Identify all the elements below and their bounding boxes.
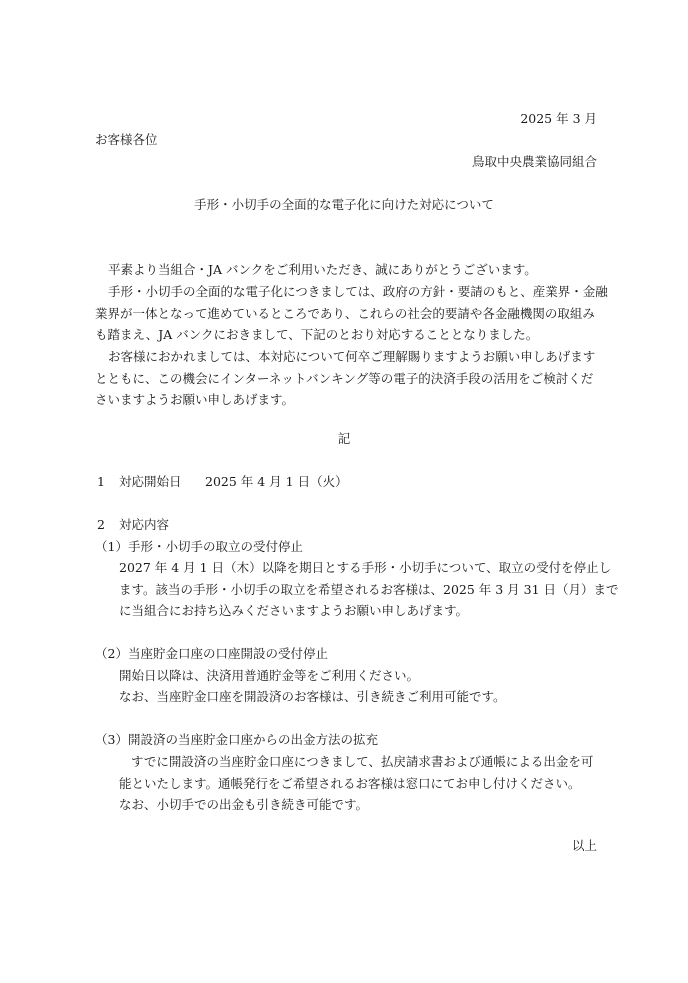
item-heading: （3）開設済の当座貯金口座からの出金方法の拡充	[95, 732, 378, 747]
section-label: 対応開始日	[119, 474, 182, 489]
item-line: 開始日以降は、決済用普通貯金等をご利用ください。	[119, 668, 420, 683]
ki-heading: 記	[337, 431, 351, 446]
section-label: 対応内容	[119, 517, 170, 532]
intro-line: も踏まえ、JA バンクにおきまして、下記のとおり対応することとなりました。	[95, 327, 539, 342]
recipient: お客様各位	[95, 132, 158, 147]
section-number: 1	[97, 474, 105, 489]
intro-line: お客様におかれましては、本対応について何卒ご理解賜りますようお願い申しあげます	[108, 349, 596, 364]
document-title: 手形・小切手の全面的な電子化に向けた対応について	[194, 197, 494, 212]
sender-organization: 鳥取中央農業協同組合	[471, 154, 597, 169]
item-line: なお、当座貯金口座を開設済のお客様は、引き続きご利用可能です。	[119, 689, 506, 704]
item-heading: （1）手形・小切手の取立の受付停止	[95, 539, 303, 554]
item-line: すでに開設済の当座貯金口座につきまして、払戻請求書および通帳による出金を可	[131, 754, 594, 769]
item-line: に当組合にお持ち込みくださいますようお願い申しあげます。	[119, 603, 469, 618]
document-date: 2025 年 3 月	[520, 111, 597, 126]
closing-ijou: 以上	[571, 838, 597, 853]
start-date-value: 2025 年 4 月 1 日（火）	[205, 474, 348, 489]
item-heading: （2）当座貯金口座の口座開設の受付停止	[95, 646, 328, 661]
section-number: 2	[97, 517, 105, 532]
intro-line: 平素より当組合・JA バンクをご利用いただき、誠にありがとうございます。	[108, 262, 537, 277]
item-line: 2027 年 4 月 1 日（木）以降を期日とする手形・小切手について、取立の受付を停止し	[119, 560, 612, 575]
intro-line: さいますようお願い申しあげます。	[95, 392, 295, 407]
intro-line: 手形・小切手の全面的な電子化につきましては、政府の方針・要請のもと、産業界・金融	[108, 284, 608, 299]
item-line: ます。該当の手形・小切手の取立を希望されるお客様は、2025 年 3 月 31 日（月）まで	[119, 582, 619, 597]
item-line: 能といたします。通帳発行をご希望されるお客様は窓口にてお申し付けください。	[119, 776, 581, 791]
intro-line: とともに、この機会にインターネットバンキング等の電子的決済手段の活用をご検討くだ	[95, 371, 594, 386]
intro-line: 業界が一体となって進めているところであり、これらの社会的要請や各金融機関の取組み	[95, 306, 595, 321]
item-line: なお、小切手での出金も引き続き可能です。	[119, 797, 369, 812]
